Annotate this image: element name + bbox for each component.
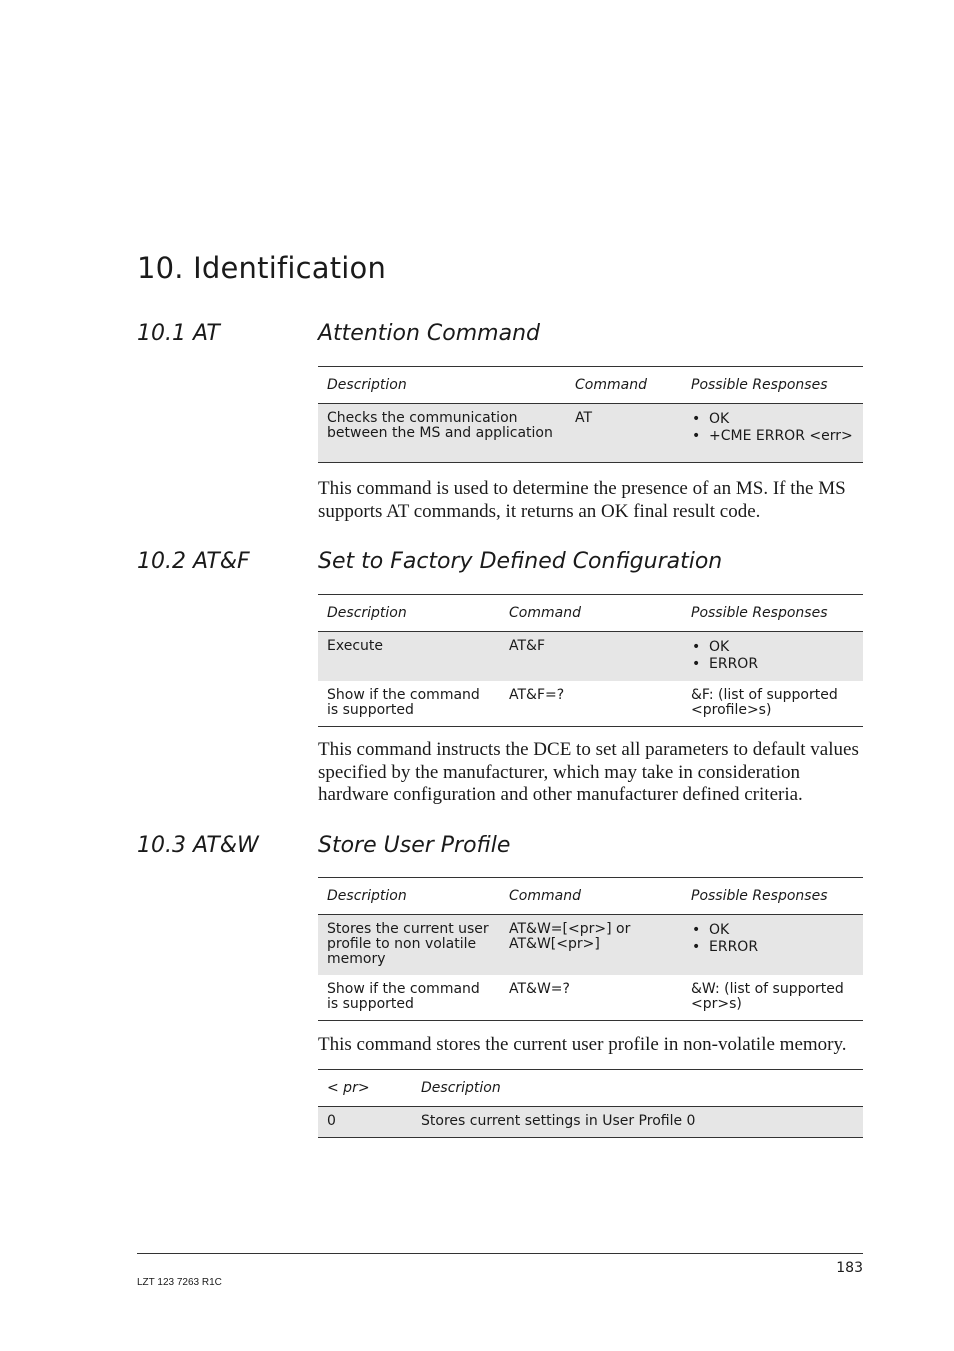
section-number: 10.2 AT&F (137, 549, 250, 574)
table-header-row (318, 367, 863, 404)
row-command: AT (566, 404, 682, 463)
table-row (318, 632, 863, 682)
response-item: • OK (691, 922, 855, 939)
table-header-row (318, 878, 863, 915)
chapter-title: 10. Identification (137, 251, 387, 285)
section-number: 10.3 AT&W (137, 833, 259, 858)
row-responses (682, 404, 863, 463)
section-paragraph: This command instructs the DCE to set all parameters to default values specified by the manufacturer, which may take in consideration hardware configuration and other manufacturer defined criteria. (318, 739, 859, 805)
response-item: • OK (691, 411, 855, 428)
row-description: Show if the command is supported (318, 975, 500, 1021)
row-command: AT&F (500, 632, 682, 682)
row-description: Show if the command is supported (318, 681, 500, 727)
document-id: LZT 123 7263 R1C (137, 1277, 222, 1288)
header-description: Description (412, 1070, 863, 1107)
row-description: Checks the communication between the MS and application (318, 404, 566, 463)
command-table-at (318, 366, 863, 463)
row-command: AT&W=[<pr>] or AT&W[<pr>] (500, 915, 682, 976)
row-response-text: &F: (list of supported <profile>s) (682, 681, 863, 727)
table-row (318, 915, 863, 976)
page-number: 183 (836, 1260, 863, 1276)
table-header-row (318, 1070, 863, 1107)
header-possible-responses: Possible Responses (682, 367, 863, 404)
response-item: • OK (691, 639, 855, 656)
table-row (318, 681, 863, 727)
row-description: Stores the current user profile to non volatile memory (318, 915, 500, 976)
row-responses (682, 915, 863, 976)
response-item: • ERROR (691, 656, 855, 673)
header-command: Command (500, 878, 682, 915)
header-description: Description (318, 878, 500, 915)
parameter-table-pr (318, 1069, 863, 1138)
table-header-row (318, 595, 863, 632)
table-row (318, 1107, 863, 1138)
row-command: AT&W=? (500, 975, 682, 1021)
header-command: Command (566, 367, 682, 404)
table-row (318, 404, 863, 463)
response-item: • +CME ERROR <err> (691, 428, 855, 445)
section-title: Store User Profile (318, 833, 511, 858)
row-response-text: &W: (list of supported <pr>s) (682, 975, 863, 1021)
response-item: • ERROR (691, 939, 855, 956)
row-command: AT&F=? (500, 681, 682, 727)
header-description: Description (318, 595, 500, 632)
section-title: Attention Command (318, 321, 540, 346)
row-description: Execute (318, 632, 500, 682)
param-description: Stores current settings in User Profile 0 (412, 1107, 863, 1138)
command-table-at-w (318, 877, 863, 1021)
row-responses (682, 632, 863, 682)
table-row (318, 975, 863, 1021)
header-parameter: < pr> (318, 1070, 412, 1107)
section-title: Set to Factory Defined Configuration (318, 549, 723, 574)
param-value: 0 (318, 1107, 412, 1138)
header-possible-responses: Possible Responses (682, 878, 863, 915)
section-paragraph: This command is used to determine the presence of an MS. If the MS supports AT commands, it returns an OK final result code. (318, 478, 846, 522)
footer-divider (137, 1253, 863, 1254)
section-number: 10.1 AT (137, 321, 220, 346)
section-paragraph: This command stores the current user profile in non-volatile memory. (318, 1034, 847, 1055)
header-command: Command (500, 595, 682, 632)
header-possible-responses: Possible Responses (682, 595, 863, 632)
header-description: Description (318, 367, 566, 404)
command-table-at-f (318, 594, 863, 727)
